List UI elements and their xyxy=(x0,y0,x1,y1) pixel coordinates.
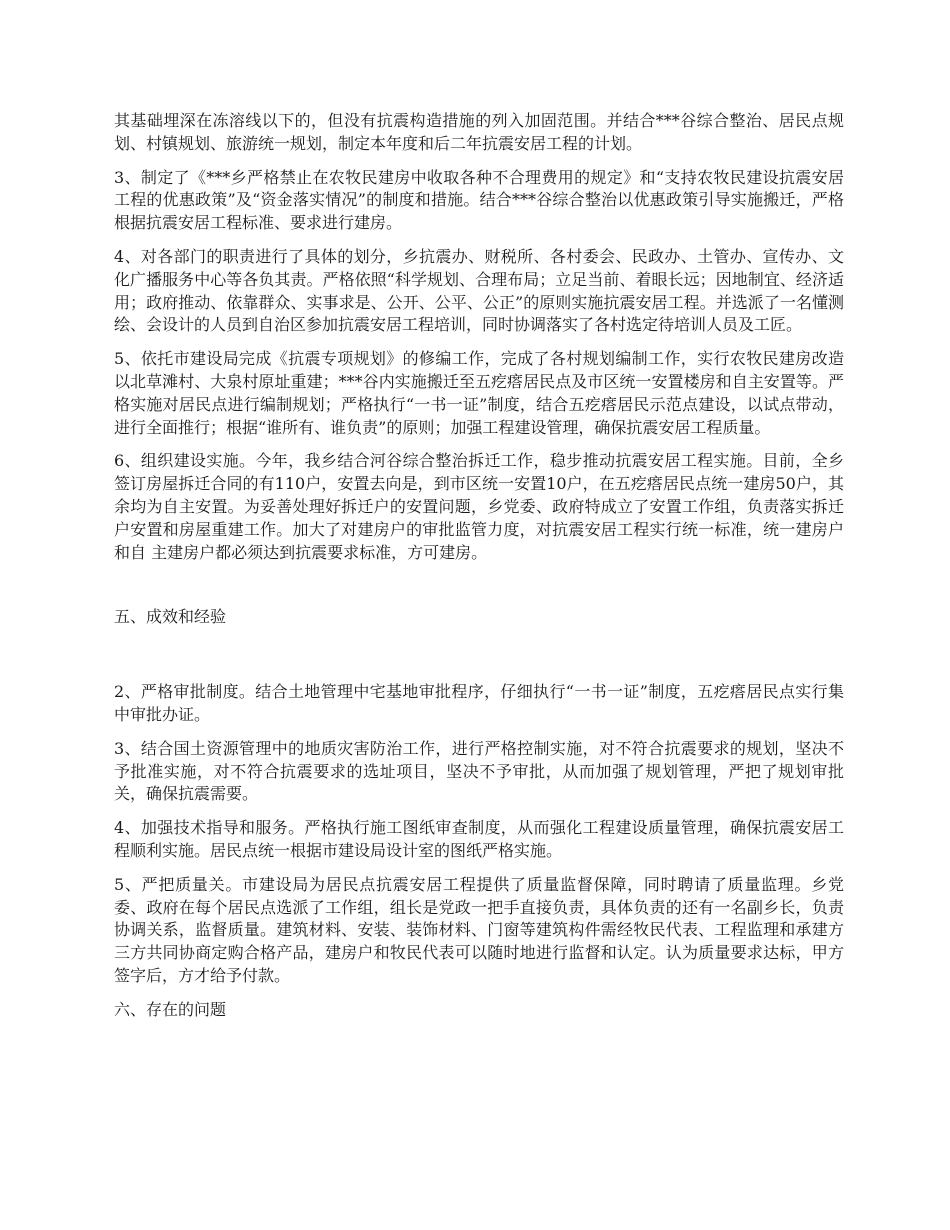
paragraph-five-item-2: 2、严格审批制度。结合土地管理中宅基地审批程序，仔细执行“一书一证”制度，五疙瘩居民点实行集中审批办证。 xyxy=(114,682,844,724)
paragraph-item-5: 5、依托市建设局完成《抗震专项规划》的修编工作，完成了各村规划编制工作，实行农牧民建房改造以北草滩村、大泉村原址重建；***谷内实施搬迁至五疙瘩居民点及市区统一安置楼房和自主安置等。严格实施对居民点进行编制规划；严格执行“一书一证”制度，结合五疙瘩居民示范点建设，以试点带动，进行全面推行；根据“谁所有、谁负责”的原则；加强工程建设管理，确保抗震安居工程质量。 xyxy=(114,349,844,437)
paragraph-intro: 其基础埋深在冻溶线以下的，但没有抗震构造措施的列入加固范围。并结合***谷综合整治、居民点规划、村镇规划、旅游统一规划，制定本年度和后二年抗震安居工程的计划。 xyxy=(114,111,844,153)
paragraph-item-3: 3、制定了《***乡严格禁止在农牧民建房中收取各种不合理费用的规定》和“支持农牧民建设抗震安居工程的优惠政策”及“资金落实情况”的制度和措施。结合***谷综合整治以优惠政策引导实施搬迁，严格根据抗震安居工程标准、要求进行建房。 xyxy=(114,167,844,233)
section-heading-five: 五、成效和经验 xyxy=(114,607,227,627)
paragraph-item-6: 6、组织建设实施。今年，我乡结合河谷综合整治拆迁工作，稳步推动抗震安居工程实施。目前，全乡签订房屋拆迁合同的有110户，安置去向是，到市区统一安置10户，在五疙瘩居民点统一建房50户，其余均为自主安置。为妥善处理好拆迁户的安置问题，乡党委、政府特成立了安置工作组，负责落实拆迁户安置和房屋重建工作。加大了对建房户的审批监管力度，对抗震安居工程实行统一标准，统一建房户和自 主建房户都必须达到抗震要求标准，方可建房。 xyxy=(114,451,844,562)
section-heading-six: 六、存在的问题 xyxy=(114,999,227,1019)
paragraph-five-item-3: 3、结合国土资源管理中的地质灾害防治工作，进行严格控制实施，对不符合抗震要求的规划，坚决不予批准实施，对不符合抗震要求的选址项目，坚决不予审批，从而加强了规划管理，严把了规划审批关，确保抗震需要。 xyxy=(114,738,844,804)
paragraph-item-4: 4、对各部门的职责进行了具体的划分，乡抗震办、财税所、各村委会、民政办、土管办、宣传办、文化广播服务中心等各负其责。严格依照“科学规划、合理布局；立足当前、着眼长远；因地制宜、经济适用；政府推动、依靠群众、实事求是、公开、公平、公正”的原则实施抗震安居工程。并选派了一名懂测绘、会设计的人员到自治区参加抗震安居工程培训，同时协调落实了各村选定待培训人员及工匠。 xyxy=(114,246,844,335)
paragraph-five-item-4: 4、加强技术指导和服务。严格执行施工图纸审查制度，从而强化工程建设质量管理，确保抗震安居工程顺利实施。居民点统一根据市建设局设计室的图纸严格实施。 xyxy=(114,818,844,860)
document-page xyxy=(114,110,844,1022)
paragraph-five-item-5: 5、严把质量关。市建设局为居民点抗震安居工程提供了质量监督保障，同时聘请了质量监理。乡党委、政府在每个居民点选派了工作组，组长是党政一把手直接负责，具体负责的还有一名副乡长，负责协调关系，监督质量。建筑材料、安装、装饰材料、门窗等建筑构件需经牧民代表、工程监理和承建方三方共同协商定购合格产品，建房户和牧民代表可以随时地进行监督和认定。认为质量要求达标，甲方签字后，方才给予付款。 xyxy=(114,874,844,985)
